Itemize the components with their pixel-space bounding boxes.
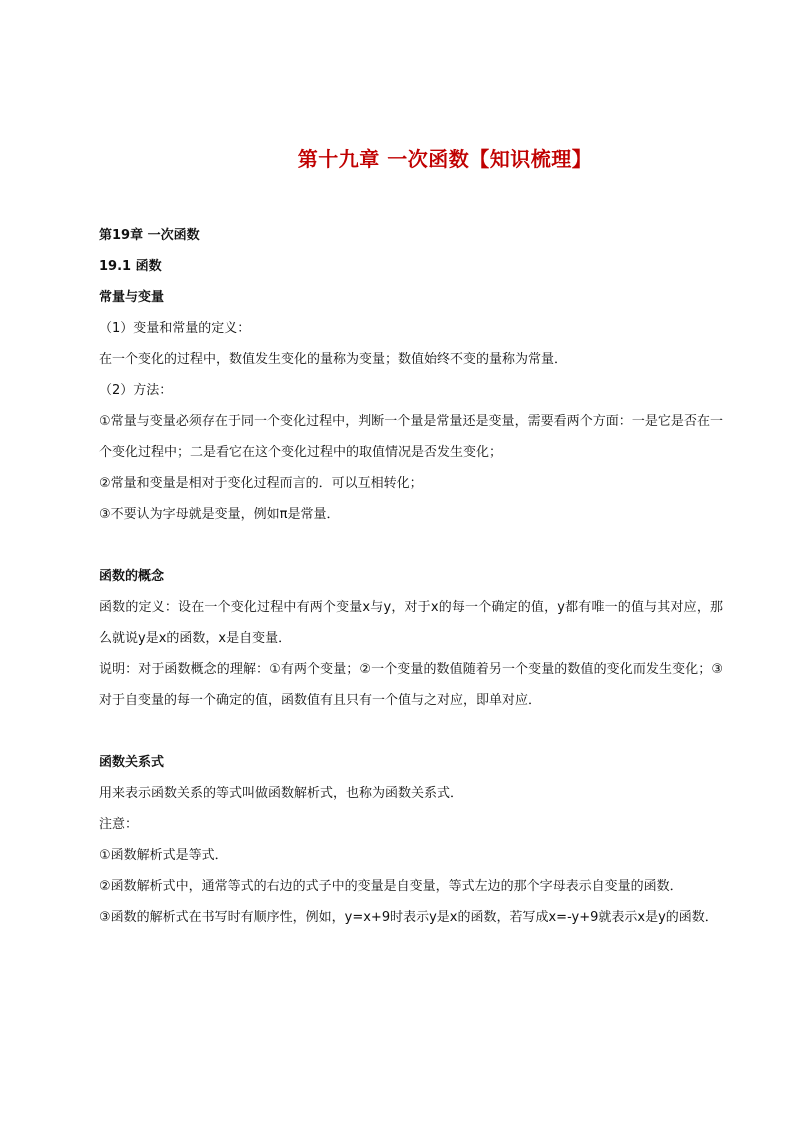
document-title: 第十九章 一次函数【知识梳理】 (297, 147, 593, 171)
note-item-3: ③函数的解析式在书写时有顺序性，例如，y=x+9时表示y是x的函数，若写成x=-y+9就表示x是y的函数． (99, 910, 718, 925)
function-concept-heading: 函数的概念 (99, 569, 165, 584)
note-item-2: ②函数解析式中，通常等式的右边的式子中的变量是自变量，等式左边的那个字母表示自变量的函数． (99, 879, 683, 894)
function-explanation: 说明：对于函数概念的理解：①有两个变量；②一个变量的数值随着另一个变量的数值的变化而发生变化；③对于自变量的每一个确定的值，函数值有且只有一个值与之对应，即单对应． (99, 662, 723, 708)
definition-label: （1）变量和常量的定义： (99, 321, 251, 336)
constant-variable-heading: 常量与变量 (99, 290, 165, 305)
method-item-1: ①常量与变量必须存在于同一个变化过程中，判断一个量是常量还是变量，需要看两个方面：一是它是否在一个变化过程中；二是看它在这个变化过程中的取值情况是否发生变化； (99, 414, 723, 460)
function-definition: 函数的定义：设在一个变化过程中有两个变量x与y，对于x的每一个确定的值，y都有唯一的值与其对应，那么就说y是x的函数，x是自变量． (99, 600, 723, 646)
method-item-2: ②常量和变量是相对于变化过程而言的．可以互相转化； (99, 476, 423, 491)
method-label: （2）方法： (99, 383, 173, 398)
function-relation-heading: 函数关系式 (99, 755, 165, 770)
document-body (99, 220, 723, 933)
function-relation-intro: 用来表示函数关系的等式叫做函数解析式，也称为函数关系式． (99, 786, 464, 801)
method-item-3: ③不要认为字母就是变量，例如π是常量． (99, 507, 340, 522)
spacer (99, 716, 723, 747)
section-heading: 19.1 函数 (99, 259, 162, 274)
chapter-heading: 第19章 一次函数 (99, 228, 200, 243)
definition-text: 在一个变化的过程中，数值发生变化的量称为变量；数值始终不变的量称为常量． (99, 352, 568, 367)
spacer (99, 530, 723, 561)
note-label: 注意： (99, 817, 139, 832)
note-item-1: ①函数解析式是等式． (99, 848, 228, 863)
